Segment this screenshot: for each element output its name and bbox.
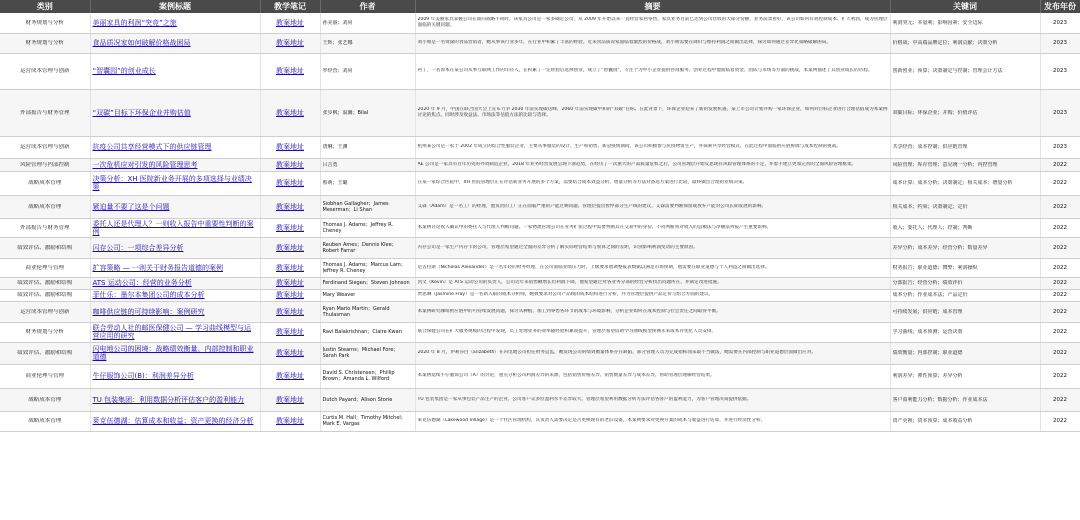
table-row [0,136,1080,158]
category-cell [0,158,90,171]
teaching-note-link[interactable]: 教案地址 [276,372,304,380]
author-cell [320,158,415,171]
table-header [0,0,1080,13]
case-title-link[interactable]: 决策分析：XH 医院新业务开展的多项选择与业绩决策 [92,175,252,191]
teaching-note-cell [260,171,320,195]
teaching-note-link[interactable]: 教案地址 [276,291,304,299]
case-title-link[interactable]: 抗疫公司共享经营模式下的供应链管理 [92,143,212,151]
abstract-cell [415,301,890,322]
teaching-note-link[interactable]: 教案地址 [276,67,304,75]
keywords-cell [890,136,1040,158]
case-title-link[interactable]: 咖啡供应链的可持续影响：案例研究 [92,307,205,316]
teaching-note-cell [260,136,320,158]
keywords-cell [890,53,1040,89]
year-cell: 2022 [1053,373,1067,379]
year-cell [1040,89,1080,136]
teaching-note-link[interactable]: 教案地址 [276,328,304,336]
author-cell: Mary Weaver [322,292,356,298]
keywords-cell: 价格战；中高端品牌定位；利润贡献；决策分析 [892,40,998,46]
teaching-note-cell [260,13,320,33]
case-title-cell [90,277,260,289]
abstract-cell: 2020 年 8 月，伊莉莎白（Elizabeth）在闪电地公司担任财务总监，她发现公司的绩效衡量体系存在缺陷，部分管理人员为完成指标而采取不当做法，她需要在内部控制与职业道德层面做出应对。 [417,350,816,356]
author-cell: 唐琳；王渊 [322,144,348,150]
author-cell: Ryan Mario Martin；Gerald Thulasman [322,305,390,318]
case-title-cell [90,195,260,218]
category-cell: 绩效评估、激励和结构 [17,292,73,298]
abstract-cell [415,289,890,301]
keywords-cell [890,195,1040,218]
year-cell: 2022 [1053,264,1067,271]
year-cell [1040,258,1080,277]
year-cell: 2022 [1053,292,1067,298]
case-title-cell [90,53,260,89]
author-cell: Curtis M. Hall；Timothy Mitchel；Mark E. Vargas [322,415,406,427]
keywords-cell [890,388,1040,411]
abstract-cell [415,136,890,158]
keywords-cell [890,277,1040,289]
author-cell: 蔡萌；王璐 [322,180,348,186]
year-cell [1040,171,1080,195]
teaching-note-link[interactable]: 教案地址 [276,39,304,47]
table-row [0,13,1080,33]
category-cell [0,289,90,301]
teaching-note-cell [260,289,320,301]
year-cell: 2023 [1053,40,1067,46]
teaching-note-link[interactable]: 教案地址 [276,307,304,316]
table-row [0,218,1080,237]
year-cell [1040,218,1080,237]
teaching-note-cell [260,195,320,218]
keywords-cell [890,89,1040,136]
author-cell: David S. Christensen；Phillip Brown；Amanda L. Wilford [322,370,395,382]
category-cell [0,218,90,237]
category-cell: 运营成本管理与创新 [19,68,70,74]
abstract-cell: 本案例延续牛仔服饰公司（A）的讨论，重点分析公司利润差异的来源，包括销售价格差异、销售数量差异与成本差异，帮助管理层理解经营结果。 [417,373,715,379]
category-cell: 战略成本管理 [28,418,62,424]
author-cell [320,13,415,33]
category-cell: 外部报告与财务管理 [19,224,70,231]
case-title-link[interactable]: 扩容策略 — 一则关于财务报告道德的案例 [92,263,223,272]
keywords-cell: 利润突元；本量利；影响因素；安全边际 [892,19,983,26]
teaching-note-link[interactable]: 教案地址 [276,395,304,404]
keywords-cell: 学习曲线；成本预测；运营决策 [892,329,963,335]
author-cell [320,322,415,342]
keywords-cell: 分部报告；经营分析；绩效评价 [892,280,963,286]
abstract-cell: 联合保健公司在扩大服务规模的过程中发现，员工处理业务的效率随经验积累而提升，管理层希望借助学习曲线模型预测未来成本并优化人员安排。 [417,329,717,335]
table-row [0,322,1080,342]
case-title-cell [90,322,260,342]
author-cell: 孙美丽；刘同 [322,19,353,26]
abstract-cell [415,388,890,411]
keywords-cell: 风险管理；库存管理；意见统一分析；内控管理 [892,161,998,168]
case-title-cell [90,411,260,431]
author-cell [320,342,415,364]
category-cell: 运营成本管理与创新 [19,144,70,150]
author-cell [320,277,415,289]
category-cell: 商业伦理与管理 [25,373,64,379]
year-cell: 2022 [1053,308,1067,315]
case-title-cell [90,13,260,33]
category-cell [0,33,90,53]
category-cell: 绩效评估、激励和结构 [17,244,73,251]
case-title-link[interactable]: 联合劳动人社的邮医保健公司 — 学习曲线模型与运营应用的研究 [92,324,251,340]
teaching-note-link[interactable]: 教案地址 [276,263,304,272]
year-cell [1040,195,1080,218]
keywords-cell [890,364,1040,388]
teaching-note-link[interactable]: 教案地址 [276,349,304,357]
header-year: 发布年份 [1040,0,1080,13]
abstract-cell [415,277,890,289]
year-cell: 2022 [1053,180,1067,186]
teaching-note-cell [260,89,320,136]
year-cell: 2022 [1053,396,1067,403]
abstract-cell [415,171,890,195]
year-cell: 2022 [1053,329,1067,335]
table-row [0,258,1080,277]
table-row [0,89,1080,136]
abstract-cell [415,13,890,33]
category-cell [0,53,90,89]
teaching-note-cell [260,301,320,322]
teaching-note-link[interactable]: 教案地址 [276,179,304,187]
category-cell [0,89,90,136]
author-cell [320,53,415,89]
case-title-cell [90,136,260,158]
teaching-note-cell [260,158,320,171]
keywords-cell: 成本分析；作业成本法；产品定价 [892,292,968,298]
case-title-cell [90,258,260,277]
category-cell: 绩效评估、激励和结构 [17,350,73,356]
author-cell [320,33,415,53]
case-title-link[interactable]: “双碳”目标下环保企业并购估值 [92,108,191,117]
abstract-cell: 莱克伍德湖（Lakewood Village）是一个社区管理机构，其负责人需要决定是否更换现有的老旧设备，本案例要求对更换方案的成本与收益进行估算，并进行经济性分析。 [417,418,766,424]
case-title-link[interactable]: ATS 运动公司：经营的业务分析 [92,279,192,287]
category-cell: 运营成本管理与创新 [19,308,70,315]
category-cell [0,277,90,289]
author-cell: 王辉；张艺娜 [322,40,353,46]
table-body [0,13,1080,431]
author-cell: Thomas J. Adams；Jeffrey R. Cheney [322,221,394,234]
year-cell: 2022 [1053,161,1067,168]
abstract-cell [415,364,890,388]
year-cell: 2022 [1053,418,1067,424]
teaching-note-link[interactable]: 教案地址 [276,223,304,232]
keywords-cell: 双碳目标；环保企业；并购；价值评估 [892,109,978,116]
category-cell [0,258,90,277]
author-cell [320,289,415,301]
keywords-cell [890,13,1040,33]
header-author: 作者 [320,0,415,13]
category-cell [0,136,90,158]
author-cell: Dutch Payard；Alison Storie [322,396,393,403]
author-cell [320,195,415,218]
author-cell: Thomas J. Adams；Marcus Lam；Jeffrey R. Cheney [322,261,406,274]
table-row [0,364,1080,388]
teaching-note-cell [260,258,320,277]
category-cell [0,364,90,388]
abstract-cell [415,89,890,136]
table-row [0,195,1080,218]
case-title-cell [90,89,260,136]
keywords-cell [890,342,1040,364]
category-cell: 财务规划与分析 [25,40,64,46]
table-row [0,158,1080,171]
teaching-note-link[interactable]: 教案地址 [276,108,304,117]
table-row [0,277,1080,289]
keywords-cell [890,237,1040,258]
year-cell [1040,237,1080,258]
keywords-cell: 创新创业；预算；决策制定与控制；管理会计方法 [892,68,1003,74]
table-row [0,411,1080,431]
author-cell [320,136,415,158]
year-cell [1040,388,1080,411]
abstract-cell [415,258,890,277]
keywords-cell: 共享经营；成本控制；供应链管理 [892,144,968,150]
case-title-link[interactable]: 紧迫量不要了这是个问题 [92,202,170,211]
category-cell [0,171,90,195]
header-title: 案例标题 [90,0,260,13]
abstract-cell: 阿丁，一名原本在某公司从事互联网工作的年轻人，在积累了一定经验后选择创业，成立了“智囊园”，专注于为中小企业提供咨询服务。创业过程中他面临着资金、团队与市场等方面的挑战，本案例描述了其创业成长的历程。 [417,68,873,74]
keywords-cell [890,158,1040,171]
author-cell [320,89,415,136]
teaching-note-cell [260,218,320,237]
abstract-cell: 2009 年美丽家具掌握公司在面向战略不同时，该家具公司是一家多确定公司，从 2009 年开始以来一直经营家居零售，家具业务目前已达到公司营收的大部分份额，业务前景看好，该公司如何有效控制成本、扩大利润，成为管理层面临的关键问题。 [417,17,888,28]
keywords-cell: 成本计算；成本分析；决策制定；相关成本；增量分析 [892,180,1013,186]
keywords-cell [890,322,1040,342]
case-title-cell [90,237,260,258]
author-cell: Ravi Balakrishnan；Claire Kwan [322,329,402,335]
abstract-cell: 2020 年 9 月，中国在联合国大会上宣布力争 2030 年前实现碳达峰、2060 年前实现碳中和的“双碳”目标。在此背景下，环保企业迎来了新的发展机遇，某上市公司计划并购一家环保企业，如何对目标企业进行合理估值成为本案例讨论的焦点。同时涉及收益法、市场法等估值方法的比较与选择。 [417,106,888,118]
table-row [0,342,1080,364]
header-teaching-note: 教学笔记 [260,0,320,13]
author-cell: Siobhan Gallagher；James Meserman；Li Shan [322,200,389,213]
case-title-link[interactable]: 一次危机应对引发的风险管理思考 [92,160,198,169]
abstract-cell: 尼古拉斯（Nicholas Alexander）是一名年轻的财务经理，在公司面临业绩压力时，上级要求他调整报表数据以满足市场预期，他需要在职业道德与个人利益之间做出选择。 [417,264,770,270]
case-title-link[interactable]: 美丽家具的利润“突竞”之旅 [92,18,177,27]
author-cell [320,301,415,322]
keywords-cell: 绩效衡量；内部控制；职业道德 [892,350,963,356]
category-cell [0,195,90,218]
category-cell [0,13,90,33]
author-cell: 罗经营；刘同 [322,68,353,74]
year-cell [1040,322,1080,342]
year-cell: 2022 [1053,244,1067,251]
author-cell: Ferdinand Siegen；Steven Johnson [322,280,410,286]
case-title-cell [90,158,260,171]
case-title-cell [90,33,260,53]
author-cell [320,411,415,431]
keywords-cell [890,33,1040,53]
abstract-cell: TU 包装集团是一家从事包装产品生产的企业，公司客户众多但盈利水平差异较大，管理层希望利用数据分析方法评估各客户的盈利能力，为客户管理决策提供依据。 [417,396,752,402]
table-row [0,301,1080,322]
teaching-note-link[interactable]: 教案地址 [276,243,304,252]
keywords-cell [890,411,1040,431]
category-cell [0,237,90,258]
case-title-link[interactable]: 委托人还是代理人？一则收入报告中重要性判断的案例 [92,219,254,236]
keywords-cell [890,171,1040,195]
keywords-cell: 相关成本；约束；决策制定；定价 [892,203,968,210]
year-cell: 2022 [1053,280,1067,286]
abstract-cell [415,237,890,258]
abstract-cell: 艾森（Adam）是一名工厂的经理，他负责的工厂正在面临严重的产能过剩问题。管理层提出暂停部分生产线的建议，艾森需要判断保留或放弃产能对公司长期发展的影响。 [417,203,767,209]
category-cell [0,388,90,411]
case-title-cell [90,218,260,237]
table-row [0,171,1080,195]
teaching-note-link[interactable]: 教案地址 [276,279,304,287]
author-cell: Justin Stearns；Michael Fore；Sarah Park [322,347,399,359]
year-cell [1040,136,1080,158]
author-cell [320,364,415,388]
case-title-link[interactable]: 菲仕乐：墨尔本集团公司的成本分析 [92,291,205,299]
year-cell [1040,33,1080,53]
year-cell [1040,411,1080,431]
year-cell [1040,289,1080,301]
abstract-cell [415,322,890,342]
teaching-note-link[interactable]: 教案地址 [276,417,304,425]
year-cell [1040,364,1080,388]
author-cell [320,388,415,411]
keywords-cell: 利润差异；弹性预算；差异分析 [892,373,963,379]
abstract-cell [415,342,890,364]
author-cell [320,237,415,258]
keywords-cell [890,218,1040,237]
author-cell [320,218,415,237]
author-cell: Reuben Ames；Dennis Klee；Robert Farrar [322,241,397,254]
teaching-note-cell [260,277,320,289]
keywords-cell: 可持续发展；供应链；成本管理 [892,308,963,315]
year-cell: 2023 [1053,144,1067,150]
year-cell [1040,13,1080,33]
year-cell [1040,158,1080,171]
table-row [0,289,1080,301]
category-cell: 战略成本管理 [28,396,62,403]
teaching-note-link[interactable]: 教案地址 [276,143,304,151]
keywords-cell: 收入；委托人；代理人；控制；判断 [892,224,973,231]
year-cell: 2022 [1053,350,1067,356]
keywords-cell: 财务报告；职业道德；舞弊；利润操纵 [892,264,978,271]
case-title-cell [90,171,260,195]
author-cell: 吕吉勇 [322,161,338,168]
teaching-note-cell [260,364,320,388]
category-cell: 外部报告与财务管理 [19,109,70,116]
abstract-cell: 闪存公司是一家生产闪存卡的公司，管理层希望通过全面的差异分析了解实际经营结果与预算之间的差距，识别影响利润变动的主要原因。 [417,244,698,250]
category-cell: 财务规划与分析 [25,329,64,335]
abstract-cell: 本案例研究咖啡供应链中的可持续发展问题，探讨从种植、加工到零售各环节的成本与环境影响，分析企业如何在成本控制与社会责任之间取得平衡。 [417,308,721,314]
keywords-cell [890,289,1040,301]
case-title-cell [90,364,260,388]
year-cell [1040,277,1080,289]
teaching-note-link[interactable]: 教案地址 [276,202,304,211]
category-cell: 战略成本管理 [28,203,62,210]
abstract-cell [415,33,890,53]
year-cell: 2022 [1053,203,1067,210]
table-row [0,53,1080,89]
category-cell: 绩效评估、激励和结构 [17,280,73,286]
category-cell [0,411,90,431]
year-cell: 2023 [1053,68,1067,74]
year-cell [1040,301,1080,322]
case-title-cell [90,301,260,322]
category-cell: 风险管理与内部控制 [19,161,70,168]
year-cell: 2023 [1053,109,1067,116]
year-cell: 2022 [1053,224,1067,231]
category-cell: 财务规划与分析 [25,19,64,26]
table-row [0,237,1080,258]
header-abstract: 摘要 [415,0,890,13]
abstract-cell [415,53,890,89]
abstract-cell: 本案例讨论收入确认中的委托人与代理人判断问题。一家物流管理公司在业务扩张过程中需要判断其在交易中的身份，不同判断将对收入的总额法与净额法列报产生重要影响。 [417,224,772,230]
teaching-note-cell [260,342,320,364]
case-title-link[interactable]: 食品质况家如何破解价格战困局 [92,39,191,47]
year-cell [1040,342,1080,364]
header-category: 类别 [0,0,90,13]
table-row [0,33,1080,53]
table-row [0,388,1080,411]
category-cell: 商业伦理与管理 [25,264,64,271]
case-title-link[interactable]: TU 包装集团：利用数据分析评估客户的盈利能力 [92,395,245,404]
category-cell: 战略成本管理 [28,180,62,186]
abstract-cell: 凯文（Kevin）是 ATS 运动公司的负责人，公司近年来销售额增长但利润下降，他希望通过对各业务分部的经营分析找出问题所在，并制定改进措施。 [417,280,722,286]
abstract-cell: 在某一家综合医院中，XH 医院管理层正在评估新业务开展的多个方案，需要结合成本效益分析、增量分析等方法对备选方案进行比较，最终做出合理的业绩决策。 [417,180,748,186]
teaching-note-cell [260,237,320,258]
case-title-cell [90,342,260,364]
category-cell [0,322,90,342]
case-title-link[interactable]: 牛仔服饰公司(B)：利润差异分析 [92,372,194,380]
keywords-cell: 差异分析；成本差异；经营分析；数量差异 [892,244,988,251]
abstract-cell: 贾思琳（Jasmine Fray）是一名新入职的成本分析师，她被要求对公司产品线的成本结构进行分析，并为管理层提供产品定价与组合方面的建议。 [417,292,714,298]
teaching-note-link[interactable]: 教案地址 [276,160,304,169]
teaching-note-cell [260,322,320,342]
keywords-cell [890,258,1040,277]
abstract-cell: AE 公司是一家具有百年历史的外资制造企业，2018 年业务经营发展呈现下滑趋势，在经历了一次重大的产品质量危机之后，公司管理层开始反思现有风险管理体系的不足，并着手建立更加完善的全面风险管理框架。 [417,161,857,167]
teaching-note-link[interactable]: 教案地址 [276,18,304,27]
author-cell [320,171,415,195]
abstract-cell: 刘小姐是一名资深的食品营销者，她从事该行业多年，在行业中积累了丰富的经验。近来食品质况家面临着激烈的价格战，刘小姐需要在降价与维持利润之间做出选择，探讨如何通过差异化策略破解困局。 [417,40,831,46]
case-title-link[interactable]: 闪电地公司的困境：战略绩效衡量、内部控制和职业道德 [92,345,254,361]
case-title-link[interactable]: “智囊园”的创业成长 [92,67,156,75]
year-cell [1040,53,1080,89]
author-cell [320,258,415,277]
teaching-note-cell [260,33,320,53]
abstract-cell [415,195,890,218]
teaching-note-cell [260,388,320,411]
author-cell: 张步枫；温馨；Bilal [322,109,369,116]
case-title-link[interactable]: 莱克伍德湖：估算成本和收益；资产更换的经济分析 [92,417,254,425]
category-cell [0,301,90,322]
keywords-cell: 资产更换；资本预算；成本收益分析 [892,418,973,424]
keywords-cell [890,301,1040,322]
teaching-note-cell [260,53,320,89]
case-title-link[interactable]: 闪存公司：一项综合差异分析 [92,243,184,252]
header-keywords: 关键词 [890,0,1040,13]
teaching-note-cell [260,411,320,431]
abstract-cell: 杭州某公司是一家于 2002 年成立的综合性服装企业，主要从事服装的设计、生产和销售。新冠疫情期间，该公司积极参与抗疫物资生产，并探索共享经营模式，在此过程中面临供应链协调与成本控制的挑战。 [417,144,841,150]
abstract-cell [415,158,890,171]
category-cell [0,342,90,364]
keywords-cell: 客户盈利能力分析；数据分析；作业成本法 [892,396,988,403]
abstract-cell [415,218,890,237]
case-title-cell [90,388,260,411]
year-cell: 2023 [1053,19,1067,26]
case-title-cell [90,289,260,301]
abstract-cell [415,411,890,431]
